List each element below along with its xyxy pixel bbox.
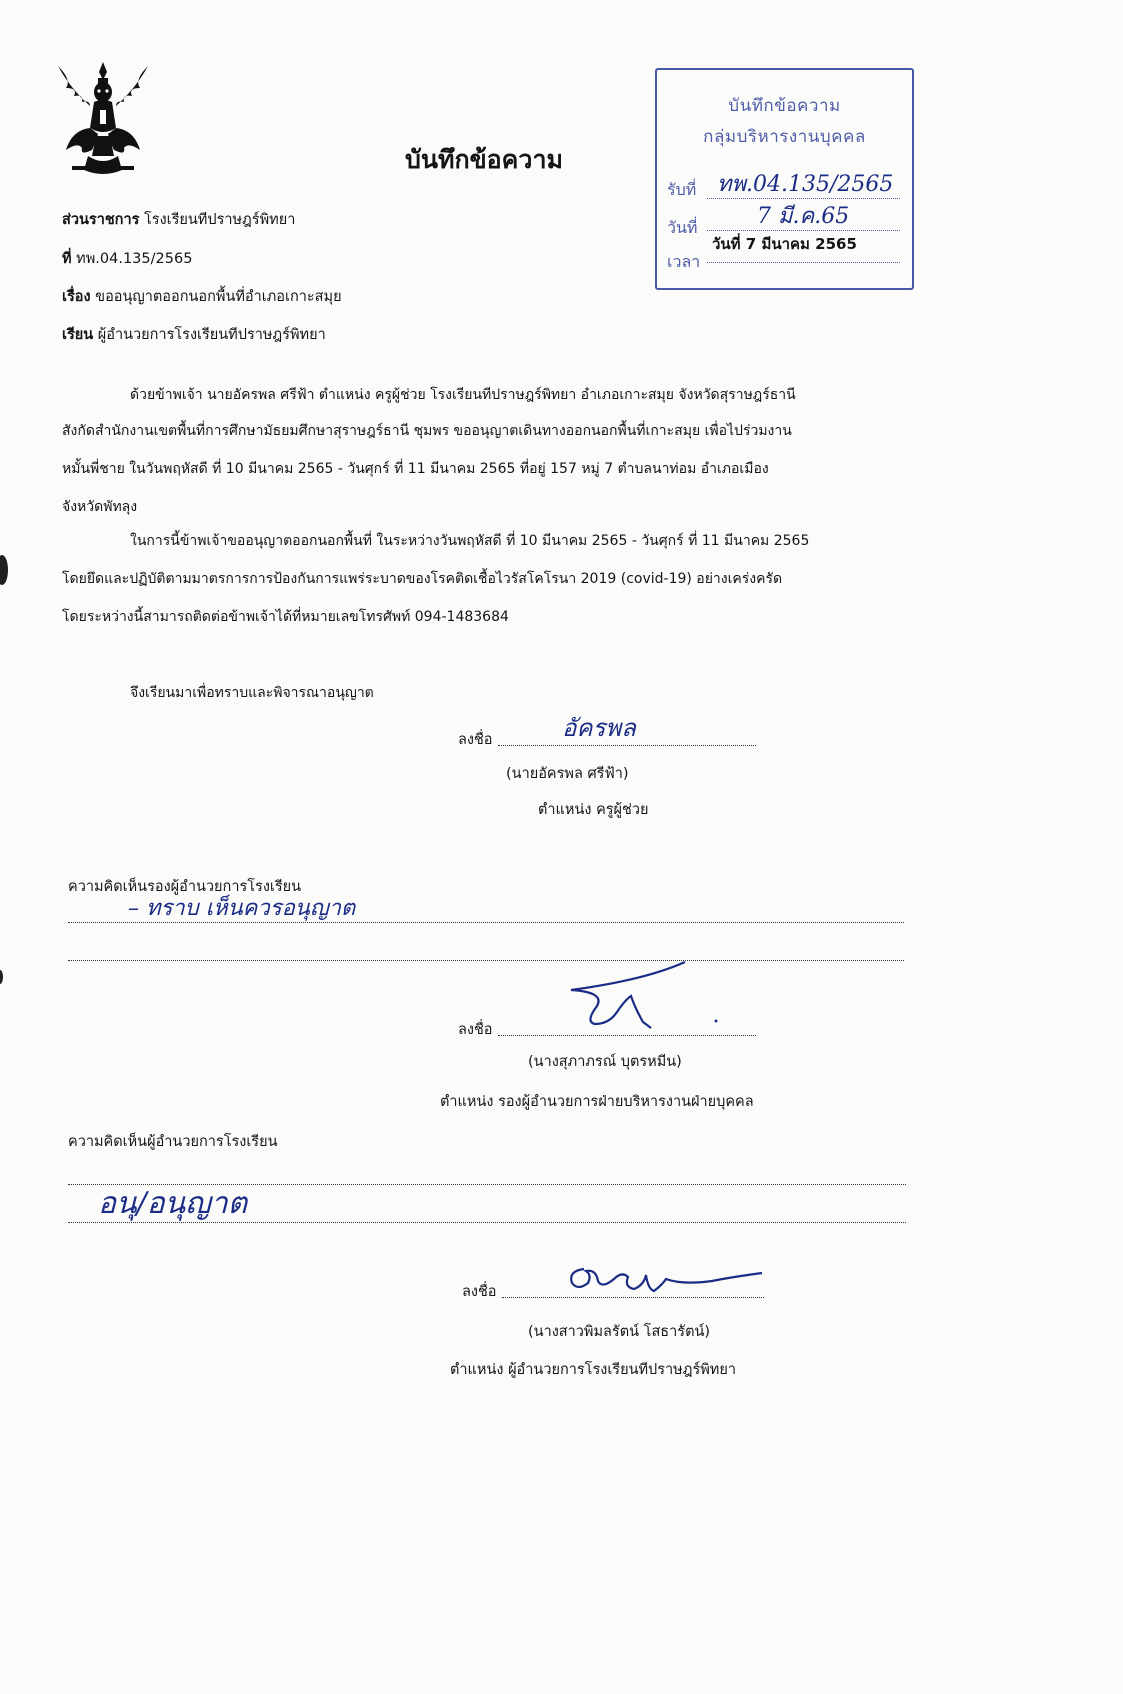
sign1-label: ลงชื่อ: [458, 732, 493, 748]
sign2-name: (นางสุภาภรณ์ บุตรหมีน): [528, 1054, 682, 1070]
agency-value: โรงเรียนทีปราษฎร์พิทยา: [144, 212, 296, 228]
garuda-emblem-icon: [52, 58, 154, 182]
stamp-line1: บันทึกข้อความ: [728, 96, 841, 116]
sign1-position: ตำแหน่ง ครูผู้ช่วย: [538, 802, 649, 818]
body-p2-line3: โดยระหว่างนี้สามารถติดต่อข้าพเจ้าได้ที่หมายเลขโทรศัพท์ 094-1483684: [62, 609, 509, 625]
reference-value: ทพ.04.135/2565: [76, 251, 193, 267]
stamp-date-value: 7 มี.ค.65: [757, 204, 850, 229]
stamp-date-note: วันที่ 7 มีนาคม 2565: [712, 235, 857, 253]
recipient-label: เรียน: [62, 327, 94, 343]
sign3-label: ลงชื่อ: [462, 1284, 497, 1300]
opinion2-handwriting: อนุ/อนุญาต: [98, 1186, 248, 1221]
body-p1-line1: ด้วยข้าพเจ้า นายอัครพล ศรีฟ้า ตำแหน่ง ครูผู้ช่วย โรงเรียนทีปราษฎร์พิทยา อำเภอเกาะสมุย จังหวัดสุราษฎร์ธานี: [130, 387, 796, 403]
sign3-position: ตำแหน่ง ผู้อำนวยการโรงเรียนทีปราษฎร์พิทยา: [450, 1362, 737, 1378]
sign3-name: (นางสาวพิมลรัตน์ โสธารัตน์): [528, 1324, 711, 1340]
reference-label: ที่: [62, 251, 72, 267]
stamp-time-label: เวลา: [667, 252, 701, 271]
closing-line: จึงเรียนมาเพื่อทราบและพิจารณาอนุญาต: [130, 685, 374, 701]
opinion1-handwriting: – ทราบ เห็นควรอนุญาต: [128, 896, 356, 921]
subject-label: เรื่อง: [62, 289, 91, 305]
sign1-handwritten-signature: อัครพล: [562, 714, 636, 742]
body-p1-line2: สังกัดสำนักงานเขตพื้นที่การศึกษามัธยมศึกษาสุราษฎร์ธานี ชุมพร ขออนุญาตเดินทางออกนอกพื้นที่เกาะสมุย เพื่อไปร่วมงาน: [62, 423, 792, 439]
subject-value: ขออนุญาตออกนอกพื้นที่อำเภอเกาะสมุย: [95, 289, 342, 305]
agency-row: [62, 208, 295, 231]
memo-title: บันทึกข้อความ: [405, 145, 563, 174]
sign2-label: ลงชื่อ: [458, 1022, 493, 1038]
body-p2-line1: ในการนี้ข้าพเจ้าขออนุญาตออกนอกพื้นที่ ในระหว่างวันพฤหัสดี ที่ 10 มีนาคม 2565 - วันศุกร์ ที่ 11 มีนาคม 2565: [130, 533, 810, 549]
scan-edge-mark: [0, 970, 3, 984]
agency-label: ส่วนราชการ: [62, 212, 140, 228]
sign3-signature-mark: [562, 1255, 782, 1305]
reference-row: [62, 247, 192, 270]
opinion1-heading: ความคิดเห็นรองผู้อำนวยการโรงเรียน: [68, 879, 302, 895]
stamp-line2: กลุ่มบริหารงานบุคคล: [703, 127, 866, 147]
sign1-name: (นายอัครพล ศรีฟ้า): [506, 766, 629, 782]
stamp-received-value: ทพ.04.135/2565: [717, 172, 894, 197]
sign2-signature-mark: [565, 950, 735, 1040]
recipient-value: ผู้อำนวยการโรงเรียนทีปราษฎร์พิทยา: [97, 327, 326, 343]
subject-row: [62, 285, 342, 308]
sign2-position: ตำแหน่ง รองผู้อำนวยการฝ่ายบริหารงานฝ่ายบุคคล: [440, 1094, 754, 1110]
body-p1-line3: หมั้นพี่ชาย ในวันพฤหัสดี ที่ 10 มีนาคม 2565 - วันศุกร์ ที่ 11 มีนาคม 2565 ที่อยู่ 157 หมู่ 7 ตำบลนาท่อม อำเภอเมือง: [62, 461, 769, 477]
body-p1-line4: จังหวัดพัทลุง: [62, 499, 138, 515]
opinion2-heading: ความคิดเห็นผู้อำนวยการโรงเรียน: [68, 1134, 278, 1150]
stamp-received-label: รับที่: [667, 180, 697, 199]
scan-edge-mark: [0, 555, 8, 585]
recipient-row: [62, 323, 326, 346]
receiving-stamp: [655, 68, 914, 290]
stamp-date-label: วันที่: [667, 218, 698, 237]
body-p2-line2: โดยยึดและปฏิบัติตามมาตรการการป้องกันการแพร่ระบาดของโรคติดเชื้อไวรัสโคโรนา 2019 (covid-19) อย่างเคร่งครัด: [62, 571, 783, 587]
